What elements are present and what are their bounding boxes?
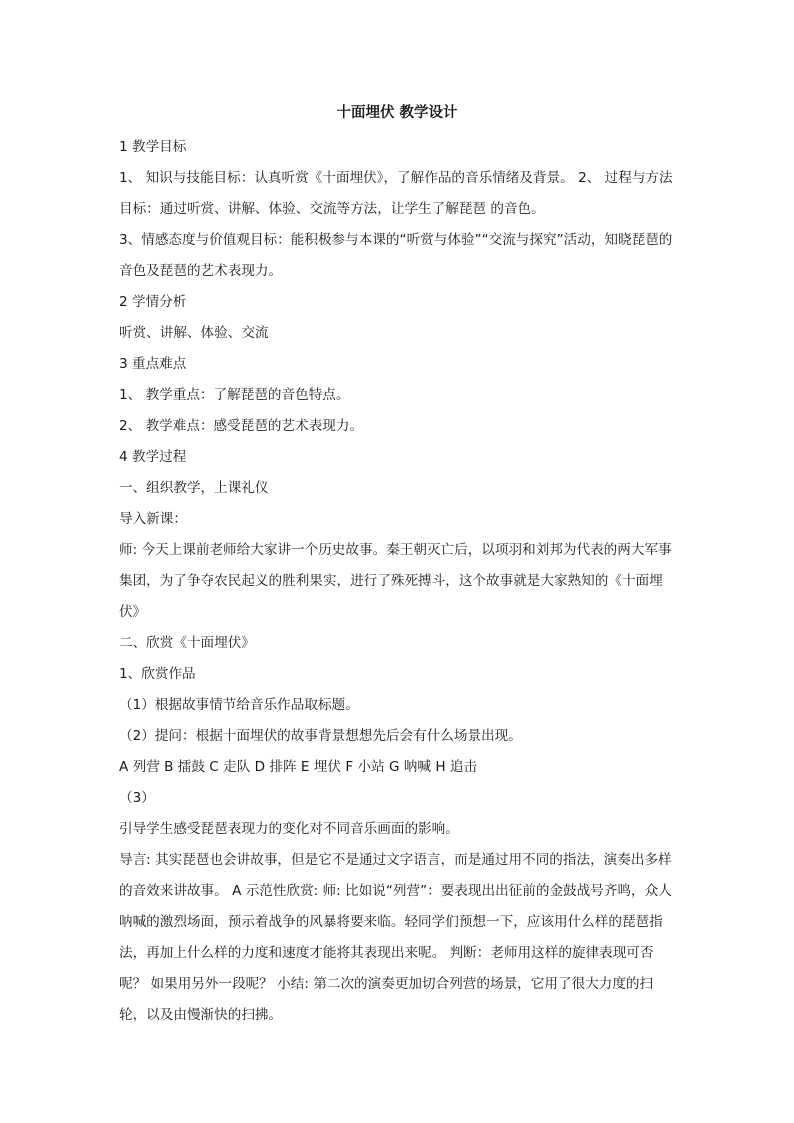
paragraph-step-1: （1）根据故事情节给音乐作品取标题。 — [119, 697, 359, 713]
heading-learner-analysis: 2 学情分析 — [119, 294, 187, 310]
heading-key-points: 3 重点难点 — [119, 356, 187, 372]
heading-teaching-goals: 1 教学目标 — [119, 139, 187, 155]
paragraph-key-point: 1、 教学重点：了解琵琶的音色特点。 — [119, 387, 350, 403]
paragraph-appreciate-work: 1、欣赏作品 — [119, 666, 196, 682]
paragraph-scene-list: A 列营 B 擂鼓 C 走队 D 排阵 E 埋伏 F 小站 G 呐喊 H 追击 — [119, 759, 478, 775]
paragraph-guide-students: 引导学生感受琵琶表现力的变化对不同音乐画面的影响。 — [119, 821, 459, 837]
heading-teaching-process: 4 教学过程 — [119, 449, 187, 465]
paragraph-difficulty: 2、 教学难点：感受琵琶的艺术表现力。 — [119, 418, 364, 434]
document-title: 十面埋伏 教学设计 — [336, 105, 458, 121]
paragraph-introduction-label: 导入新课： — [119, 511, 187, 527]
document-body — [119, 132, 675, 1031]
paragraph-step-2: （2）提问：根据十面埋伏的故事背景想想先后会有什么场景出现。 — [119, 728, 522, 744]
paragraph-goals-1-2: 1、 知识与技能目标：认真听赏《十面埋伏》，了解作品的音乐情绪及背景。 2、 过程与方法目标：通过听赏、讲解、体验、交流等方法，让学生了解琵琶 的音色。 — [119, 170, 673, 217]
paragraph-goals-3: 3、情感态度与价值观目标：能积极参与本课的“听赏与体验”“交流与探究”活动，知晓琵琶的音色及琵琶的艺术表现力。 — [119, 232, 673, 279]
paragraph-organize-class: 一、组织教学，上课礼仪 — [119, 480, 269, 496]
paragraph-step-3: （3） — [119, 790, 155, 806]
paragraph-history-story: 师: 今天上课前老师给大家讲一个历史故事。秦王朝灭亡后，以项羽和刘邦为代表的两大军事集团，为了争夺农民起义的胜利果实，进行了殊死搏斗，这个故事就是大家熟知的《十面埋伏》 — [119, 542, 672, 620]
paragraph-introduction-text: 导言: 其实琵琶也会讲故事，但是它不是通过文字语言，而是通过用不同的指法，演奏出多样的音效来讲故事。 A 示范性欣赏: 师: 比如说“列营”：要表现出出征前的金鼓战号齐鸣，众人呐喊的激烈场面，预示着战争的风暴将要来临。轻同学们预想一下，应该用什么样的琵琶指法，再加上什么样的力度和速度才能将其表现出来呢。 判断：老师用这样的旋律表现可否呢？ 如果用另外一段呢？ 小结: 第二次的演奏更加切合列营的场景，它用了很大力度的扫轮，以及由慢渐快的扫拂。 — [119, 852, 672, 1023]
paragraph-methods: 听赏、讲解、体验、交流 — [119, 325, 269, 341]
heading-appreciation: 二、欣赏《十面埋伏》 — [119, 635, 255, 651]
